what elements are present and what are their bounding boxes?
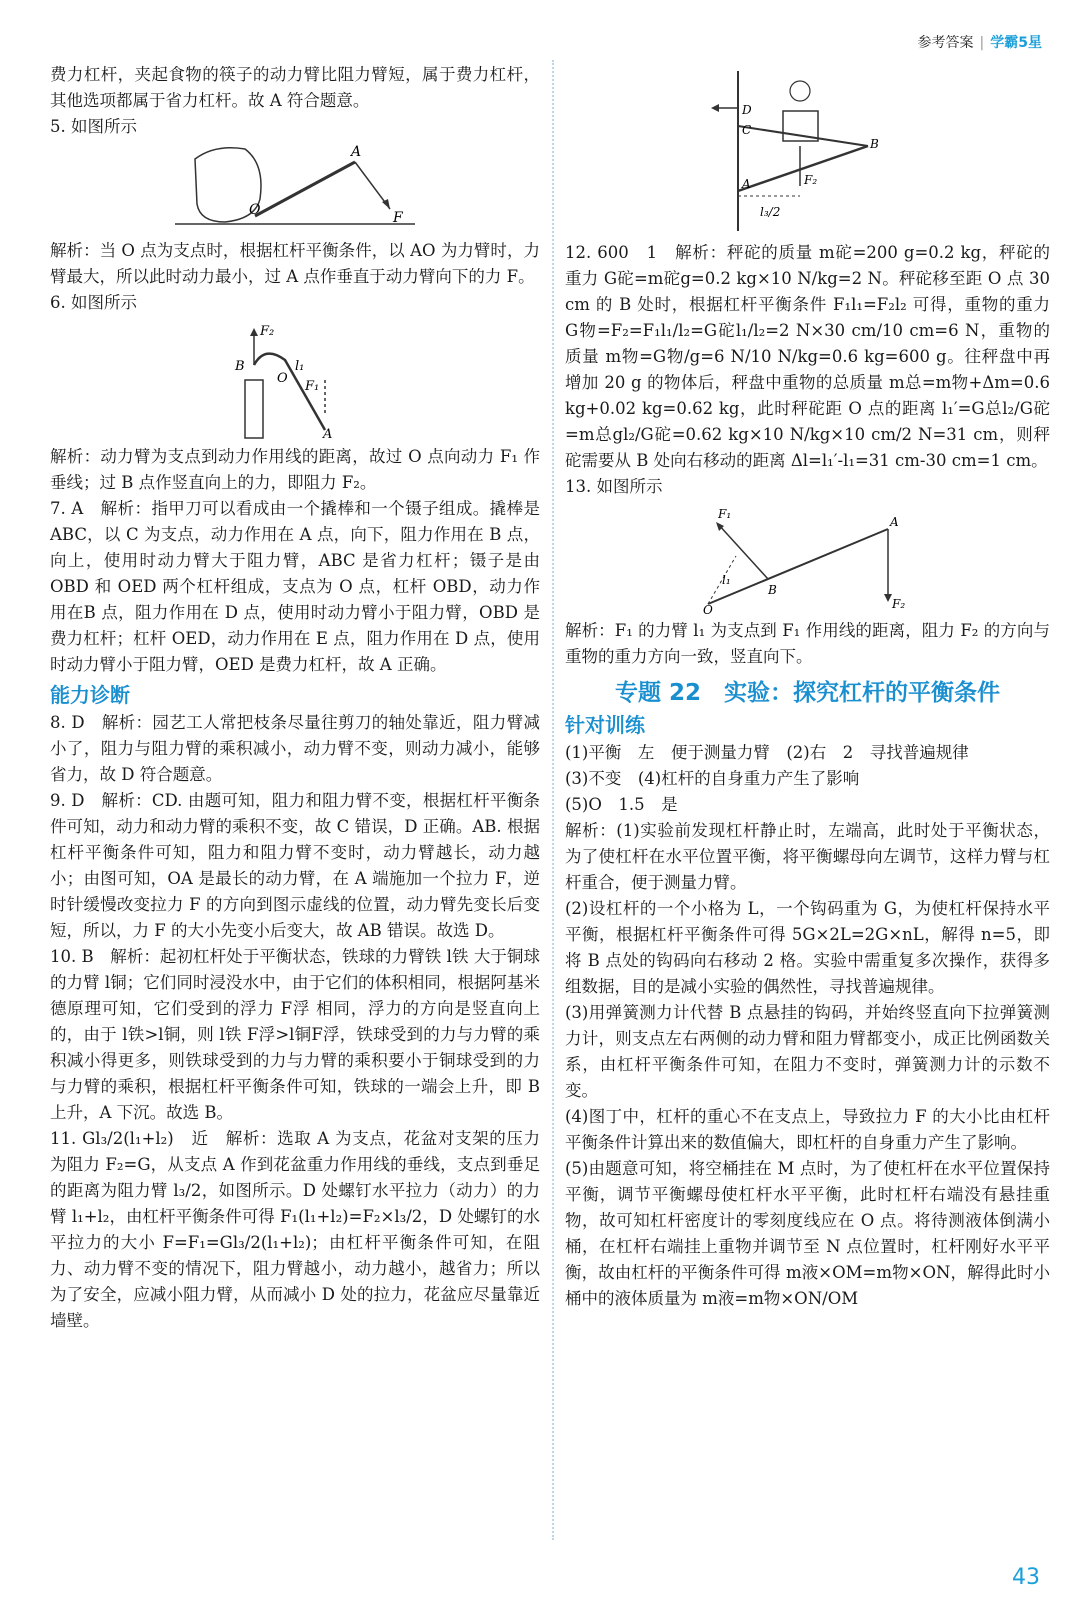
question-13: 13. 如图所示 bbox=[565, 477, 663, 496]
label-f: F bbox=[393, 210, 403, 226]
answer-line-1: (1)平衡 左 便于测量力臂 (2)右 2 寻找普遍规律 bbox=[565, 743, 969, 762]
page-number: 43 bbox=[1012, 1565, 1040, 1590]
section-ability-diagnosis: 能力诊断 bbox=[50, 683, 130, 707]
label-l3-half: l₃/2 bbox=[759, 205, 780, 219]
label-d: D bbox=[741, 103, 752, 117]
header-brand: 学霸5星 bbox=[990, 35, 1042, 51]
label-f1-13: F₁ bbox=[717, 507, 731, 521]
topic-title: 专题 22 实验：探究杠杆的平衡条件 bbox=[614, 680, 1000, 706]
page-header: 参考答案 | 学霸5星 bbox=[917, 35, 1042, 51]
question-9: 9. D 解析：CD. 由题可知，阻力和阻力臂不变，根据杠杆平衡条件可知，动力和动力臂的乘积不变，故 C 错误，D 正确。AB. 根据杠杆平衡条件可知，阻力和阻力臂不变时，动力臂越长，动力越小；由图可知，OA 是最长的动力臂，在 A 端施加一个拉力 F，逆时针缓慢改变拉力 F 的方向到图示虚线的位置，动力臂先变长后变短，所以，力 F 的大小先变小后变大，故 AB 错误。故选 D。 bbox=[50, 791, 540, 940]
right-column bbox=[565, 62, 1050, 1312]
question-7: 7. A 解析：指甲刀可以看成由一个撬棒和一个镊子组成。撬棒是 ABC，以 C 为支点，动力作用在 A 点，向下，阻力作用在 B 点，向上，使用时动力臂大于阻力臂，ABC 是省力杠杆；镊子是由 OBD 和 OED 两个杠杆组成，支点为 O 点，杠杆 OBD，动力作用在B 点，阻力作用在 D 点，使用时动力臂小于阻力臂，OBD 是费力杠杆；杠杆 OED，动力作用在 E 点，阻力作用在 D 点，使用时动力臂小于阻力臂，OED 是费力杠杆，故 A 正确。 bbox=[50, 499, 540, 674]
analysis-6: 解析：动力臂为支点到动力作用线的距离，故过 O 点向动力 F₁ 作垂线；过 B 点作竖直向上的力，即阻力 F₂。 bbox=[50, 447, 540, 492]
question-6: 6. 如图所示 bbox=[50, 293, 137, 312]
section-targeted-training: 针对训练 bbox=[565, 713, 645, 737]
question-10: 10. B 解析：起初杠杆处于平衡状态，铁球的力臂铁 l铁 大于铜球的力臂 l铜；它们同时浸没水中，由于它们的体积相同，根据阿基米德原理可知，它们受到的浮力 F浮 相同，浮力的方向是竖直向上的，由于 l铁>l铜，则 l铁 F浮>l铜F浮，铁球受到的力与力臂的乘积减小得更多，则铁球受到的力与力臂的乘积要小于铜球受到的力与力臂的乘积，根据杠杆平衡条件可知，铁球的一端会上升，即 B 上升，A 下沉。故选 B。 bbox=[50, 947, 540, 1122]
analysis-1: 解析：(1)实验前发现杠杆静止时，左端高，此时处于平衡状态，为了使杠杆在水平位置平衡，将平衡螺母向左调节，这样力臂与杠杆重合，便于测量力臂。 bbox=[565, 821, 1050, 892]
figure-13-lever bbox=[698, 504, 918, 614]
label-l1: l₁ bbox=[295, 359, 305, 374]
label-f1: F₁ bbox=[305, 379, 320, 394]
label-b11: B bbox=[869, 137, 879, 151]
question-8: 8. D 解析：园艺工人常把枝条尽量往剪刀的轴处靠近，阻力臂减小了，阻力与阻力臂的乘积减小，动力臂不变，则动力减小，能够省力，故 D 符合题意。 bbox=[50, 713, 540, 784]
label-c: C bbox=[741, 123, 751, 137]
label-f2-13: F₂ bbox=[891, 597, 905, 611]
header-reference: 参考答案 bbox=[917, 35, 974, 51]
analysis-3: (3)用弹簧测力计代替 B 点悬挂的钩码，并始终竖直向下拉弹簧测力计，则支点左右两侧的动力臂和阻力臂都变小，成正比例函数关系，由杠杆平衡条件可知，在阻力不变时，弹簧测力计的示数不变。 bbox=[565, 1003, 1050, 1100]
label-a: A bbox=[351, 144, 362, 160]
label-o6: O bbox=[277, 371, 288, 386]
label-b13: B bbox=[767, 583, 777, 597]
label-o: O bbox=[249, 202, 261, 218]
question-12: 12. 600 1 解析：秤砣的质量 m砣=200 g=0.2 kg，秤砣的重力 G砣=m砣g=0.2 kg×10 N/kg=2 N。秤砣移至距 O 点 30 cm 的 B 处时，根据杠杆平衡条件 F₁l₁=F₂l₂ 可得，重物的重力 G物=F₂=F₁l₁/l₂=G砣l₁/l₂=2 N×30 cm/10 cm=6 N，重物的质量 m物=G物/g=6 N/10 N/kg=0.6 kg=600 g。往秤盘中再增加 20 g 的物体后，秤盘中重物的总质量 m总=m物+Δm=0.6 kg+0.02 kg=0.62 kg，此时秤砣距 O 点的距离 l₁′=G总l₂/G砣=m总gl₂/G砣=0.62 kg×10 N/kg×10 cm/2 N=31 cm，则秤砣需要从 B 处向右移动的距离 Δl=l₁′-l₁=31 cm-30 cm=1 cm。 bbox=[565, 243, 1050, 470]
label-f2: F₂ bbox=[260, 324, 275, 339]
analysis-2: (2)设杠杆的一个小格为 L，一个钩码重为 G，为使杠杆保持水平平衡，根据杠杆平衡条件可得 5G×2L=2G×nL，解得 n=5，即将 B 点处的钩码向右移动 2 格。实验中需重复多次操作，获得多组数据，目的是减小实验的偶然性，寻找普遍规律。 bbox=[565, 899, 1050, 996]
question-5: 5. 如图所示 bbox=[50, 117, 137, 136]
figure-5-rock-lever bbox=[175, 144, 415, 234]
label-a11: A bbox=[741, 177, 751, 191]
analysis-4: (4)图丁中，杠杆的重心不在支点上，导致拉力 F 的大小比由杠杆平衡条件计算出来的数值偏大，即杠杆的自身重力产生了影响。 bbox=[565, 1107, 1050, 1152]
analysis-5: 解析：当 O 点为支点时，根据杠杆平衡条件，以 AO 为力臂时，力臂最大，所以此时动力最小，过 A 点作垂直于动力臂向下的力 F。 bbox=[50, 241, 540, 286]
label-a13: A bbox=[889, 515, 899, 529]
label-l1-13: l₁ bbox=[721, 573, 731, 587]
column-divider bbox=[552, 60, 554, 1540]
paragraph: 费力杠杆，夹起食物的筷子的动力臂比阻力臂短，属于费力杠杆，其他选项都属于省力杠杆。故 A 符合题意。 bbox=[50, 65, 540, 110]
label-b: B bbox=[235, 359, 245, 374]
left-column bbox=[50, 62, 540, 1334]
label-f2-11: F₂ bbox=[803, 173, 817, 187]
label-a6: A bbox=[323, 427, 333, 440]
analysis-5-density: (5)由题意可知，将空桶挂在 M 点时，为了使杠杆在水平位置保持平衡，调节平衡螺母使杠杆水平平衡，此时杠杆右端没有悬挂重物，故可知杠杆密度计的零刻度线应在 O 点。将待测液体倒满小桶，在杠杆右端挂上重物并调节至 N 点位置时，杠杆刚好水平平衡，故由杠杆的平衡条件可得 m液×OM=m物×ON，解得此时小桶中的液体质量为 m液=m物×ON/OM bbox=[565, 1159, 1050, 1308]
answer-line-2: (3)不变 (4)杠杆的自身重力产生了影响 bbox=[565, 769, 860, 788]
question-11: 11. Gl₃/2(l₁+l₂) 近 解析：选取 A 为支点，花盆对支架的压力为阻力 F₂=G，从支点 A 作到花盆重力作用线的垂线，支点到垂足的距离为阻力臂 l₃/2，如图所示。D 处螺钉水平拉力（动力）的力臂 l₁+l₂，由杠杆平衡条件可得 F₁(l₁+l₂)=F₂×l₃/2，D 处螺钉的水平拉力的大小 F=F₁=Gl₃/2(l₁+l₂)；由杠杆平衡条件可知，在阻力、动力臂不变的情况下，阻力臂越小，动力越小，越省力；所以为了安全，应减小阻力臂，从而减小 D 处的拉力，花盆应尽量靠近墙壁。 bbox=[50, 1129, 541, 1330]
label-o13: O bbox=[702, 603, 713, 614]
figure-11-flowerpot bbox=[708, 66, 908, 236]
analysis-13: 解析：F₁ 的力臂 l₁ 为支点到 F₁ 作用线的距离，阻力 F₂ 的方向与重物的重力方向一致，竖直向下。 bbox=[565, 621, 1050, 666]
answer-line-3: (5)O 1.5 是 bbox=[565, 795, 678, 814]
figure-6-pump-lever bbox=[205, 320, 385, 440]
